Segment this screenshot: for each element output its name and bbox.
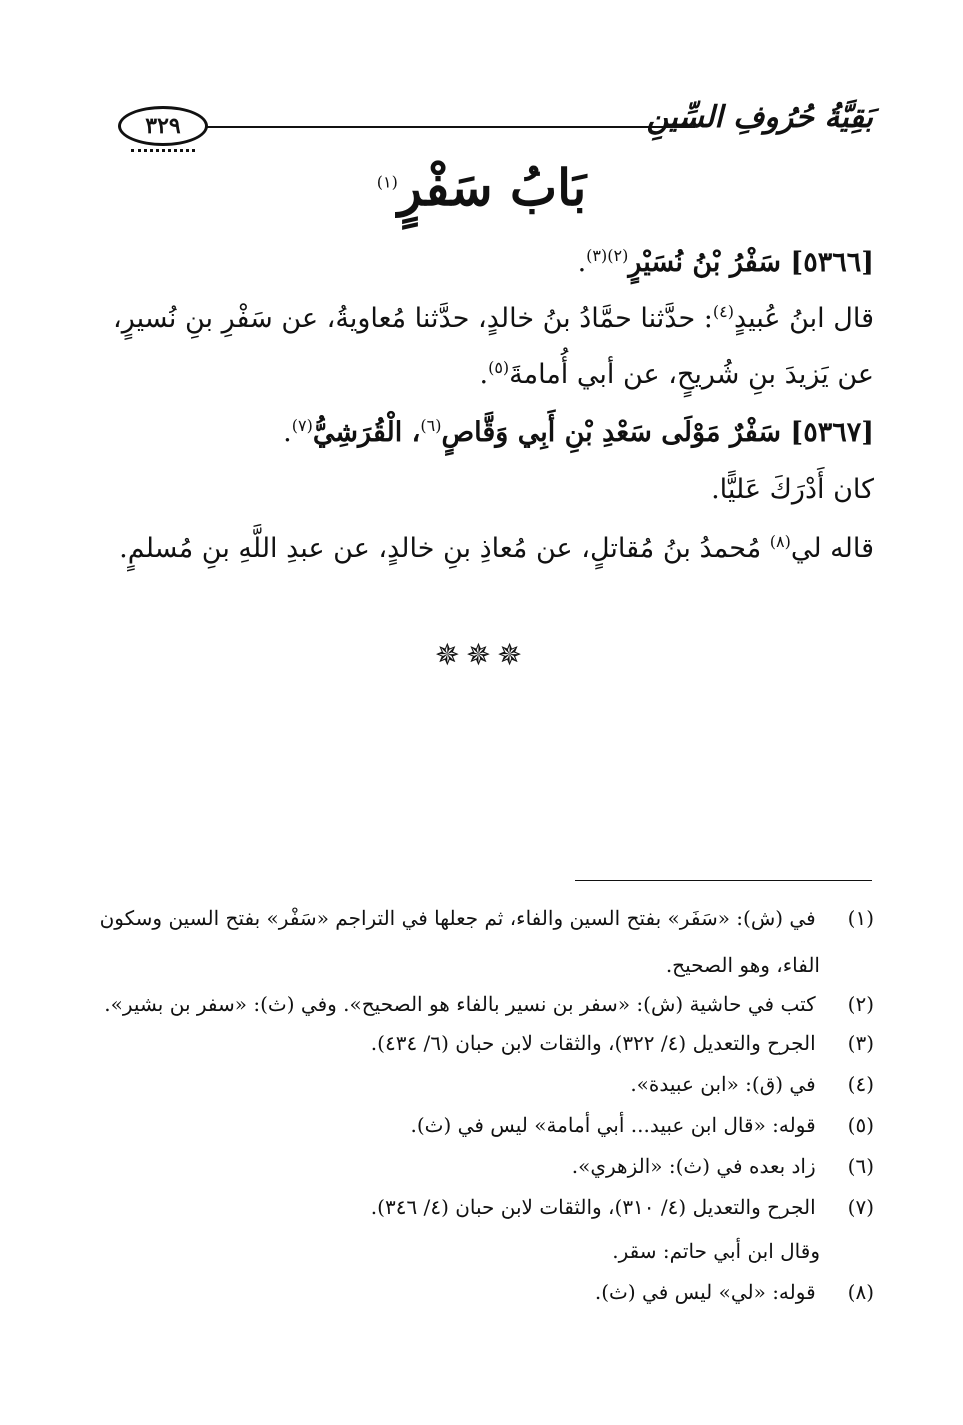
entry-5366-refs: (٢)(٣) [586,246,629,265]
source-rest: مُحمدُ بنُ مُقاتلٍ، عن مُعاذِ بنِ خالدٍ، عن عبدِ اللَّهِ بنِ مُسلمٍ. [119,533,770,564]
footnote-text: الجرح والتعديل (٤/ ٣١٠)، والثقات لابن حبان (٤/ ٣٤٦). [370,1195,816,1219]
chapter-title [0,158,963,218]
footnote-6 [100,1153,874,1179]
section-ornament: ✵✵✵ [434,638,529,673]
entry-5367-ref-2: (٧) [291,416,313,435]
entry-5367-source [119,532,920,566]
footnote-separator [575,880,872,881]
footnote-3 [100,1030,874,1056]
footnote-text: زاد بعده في (ث): «الزهري». [571,1154,816,1178]
entry-5367-ref-1: (٦) [420,416,442,435]
footnote-text: في (ق): «ابن عبيدة». [630,1072,816,1096]
footnote-number: (١) [847,906,874,930]
entry-5366-heading: [٥٣٦٦] سَفْرُ بْنُ نُسَيْرٍ [628,247,874,278]
narration-2-ref: (٥) [488,358,510,377]
footnote-number: (٣) [847,1031,874,1055]
entry-5366-end: . [577,247,587,278]
entry-5367-end: . [283,417,292,448]
footnote-7 [100,1194,874,1220]
footnote-text: الجرح والتعديل (٤/ ٣٢٢)، والثقات لابن حبان (٦/ ٤٣٤). [370,1031,816,1055]
source-start: قاله لي [790,533,874,564]
running-title: بَقِيَّةُ حُرُوفِ السِّينِ [646,100,873,135]
chapter-footnote-ref: (١) [376,172,398,192]
footnote-number: (٧) [847,1195,874,1219]
chapter-title-text: بَابُ سَفْرٍ [397,158,587,217]
entry-5367-heading: [٥٣٦٧] سَفْرٌ مَوْلَى سَعْدِ بْنِ أَبِي وَقَّاصٍ [441,417,874,448]
footnote-1-continuation: الفاء، وهو الصحيح. [665,953,820,977]
footnote-number: (٤) [847,1072,874,1096]
entry-5367 [130,416,920,450]
footnote-number: (٨) [847,1280,874,1304]
narration-1-rest: : حدَّثنا حمَّادُ بنُ خالدٍ، حدَّثنا مُعاويةُ، عن سَفْرِ بنِ نُسيرٍ، [113,303,713,334]
page-header [118,98,873,158]
narration-1-ref: (٤) [712,302,734,321]
header-rule [203,126,695,128]
footnote-text: كتب في حاشية (ش): «سفر بن نسير بالفاء هو الصحيح». وفي (ث): «سفر بن بشير». [104,992,816,1016]
footnote-number: (٥) [847,1113,874,1137]
entry-5367-nisba: ، الْقُرَشِيُّ [312,417,421,448]
narration-1-start: قال ابنُ عُبيدٍ [733,303,874,334]
footnote-text: قوله: «لي» ليس في (ث). [594,1280,816,1304]
footnote-5 [100,1112,874,1138]
footnote-1 [100,905,874,931]
footnote-text: قوله: «قال ابن عبيد... أبي أمامة» ليس في (ث). [410,1113,816,1137]
footnote-number: (٦) [847,1154,874,1178]
page-number: ٣٢٩ [145,113,181,139]
footnote-number: (٢) [847,992,874,1016]
footnote-4 [100,1071,874,1097]
footnote-8 [100,1279,874,1305]
entry-5367-note-text: كان أَدْرَكَ عَليًّا. [711,474,874,505]
footnote-text: في (ش): «سَفَر» بفتح السين والفاء، ثم جعلها في التراجم «سَفْر» بفتح السين وسكون [99,906,816,930]
narration-2-text: عن يَزيدَ بنِ شُريحٍ، عن أبي أُمامةَ [509,359,874,390]
narration-2-end: . [479,359,489,390]
footnote-2 [100,991,874,1017]
source-ref: (٨) [769,532,791,551]
footnote-7-continuation: وقال ابن أبي حاتم: سقر. [612,1239,820,1263]
entry-5366 [130,246,920,280]
narration-line-2 [130,358,874,392]
narration-line-1 [113,302,920,336]
page-number-badge [118,106,208,146]
entry-5367-note [130,473,920,507]
